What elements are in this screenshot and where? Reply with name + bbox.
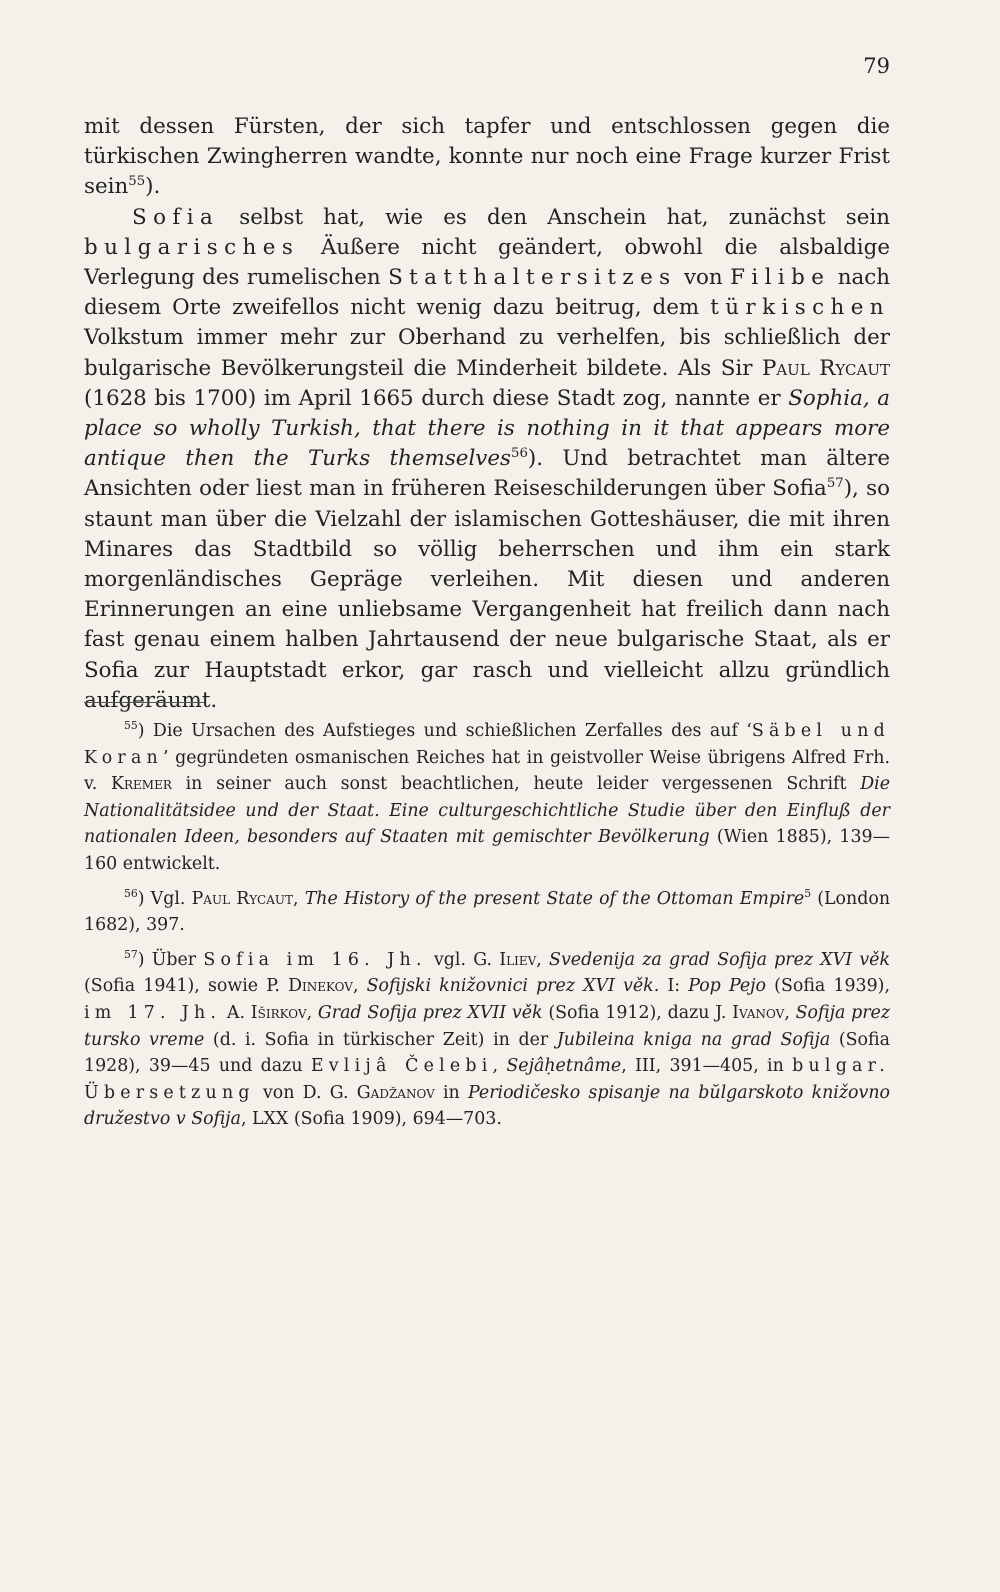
footnotes bbox=[84, 718, 890, 1141]
text-run: I: bbox=[659, 976, 689, 997]
text-run: (Sofia 1941), sowie P. bbox=[84, 976, 289, 997]
title-italic: Jubileina kniga na grad Sofija bbox=[556, 1029, 831, 1050]
text-run: vgl. G. bbox=[426, 949, 500, 970]
spaced-text: im 17. Jh. bbox=[84, 1002, 222, 1023]
text-run: in seiner auch sonst beachtlichen, heute leider vergessenen Schrift bbox=[171, 774, 861, 795]
text-run: , bbox=[306, 1002, 318, 1023]
footnote-ref-56[interactable]: 56 bbox=[511, 446, 528, 462]
spaced-text: türkischen bbox=[710, 295, 890, 321]
text-run: Volkstum immer mehr zur Oberhand zu verhelfen, bis schließlich der bulgarische Bevölkerungsteil die Minderheit bildete. Als Sir bbox=[84, 325, 890, 381]
title-italic: Grad Sofija prez XVII věk bbox=[317, 1002, 543, 1023]
text-run: mit dessen Fürsten, der sich tapfer und entschlossen gegen die türkischen Zwingherren wandte, konnte nur noch eine Frage kurzer Frist sein bbox=[84, 114, 890, 200]
text-run: von D. G. bbox=[254, 1082, 357, 1103]
title-italic: Sofijski knižovnici prez XVI věk. bbox=[366, 976, 660, 997]
spaced-text: bulgar. Übersetzung bbox=[84, 1056, 891, 1103]
text-run: nach diesem Orte zweifellos nicht wenig dazu beitrug, dem bbox=[84, 265, 890, 321]
text-run: von bbox=[676, 265, 731, 291]
footnote-56 bbox=[84, 886, 890, 939]
author-name: Iširkov bbox=[250, 1002, 307, 1023]
text-run: , bbox=[536, 949, 550, 970]
text-run: ’ gegründeten osmanischen Reiches hat in geistvoller Weise übrigens Alfred Frh. v. bbox=[84, 747, 890, 795]
text-run: Äußere nicht geändert, obwohl die alsbaldige Verlegung des rumelischen bbox=[84, 234, 890, 291]
text-run: (Sofia 1928), 39—45 und dazu bbox=[84, 1029, 890, 1077]
edition-superscript: 5 bbox=[804, 886, 812, 900]
text-run: , III, 391—405, in bbox=[621, 1056, 793, 1077]
author-name: Dinekov bbox=[288, 976, 353, 997]
paragraph-2 bbox=[84, 203, 890, 716]
text-run: ), so staunt man über die Vielzahl der islamischen Gotteshäuser, die mit ihren Minares das Stadtbild so völlig beherrschen und ihm ein stark morgenländisches Gepräge verleihen. Mit diesen und anderen Erinnerungen an eine unliebsame Vergangenheit hat freilich dann nach fast genau einem halben Jahrtausend der neue bulgarische Staat, als er Sofia zur Hauptstadt erkor, gar rasch und vielleicht allzu gründlich aufgeräumt. bbox=[84, 476, 890, 713]
paragraph-1 bbox=[84, 112, 890, 203]
spaced-text: Sofia bbox=[132, 204, 220, 230]
author-name: Paul Rycaut bbox=[191, 888, 293, 909]
author-name: Gadžanov bbox=[356, 1082, 435, 1103]
spaced-text: bulgarisches bbox=[84, 234, 300, 260]
spaced-text: Statthaltersitzes bbox=[388, 265, 677, 291]
text-run: , bbox=[492, 1056, 507, 1077]
text-run: ). Und betrachtet man ältere Ansichten oder liest man in früheren Reiseschilderungen über Sofia bbox=[84, 446, 890, 502]
footnote-number: 56 bbox=[124, 886, 138, 900]
text-run: (Sofia 1912), dazu J. bbox=[542, 1002, 733, 1023]
title-italic: The History of the present State of the Ottoman Empire bbox=[304, 888, 805, 909]
text-run: selbst hat, wie es den Anschein hat, zunächst sein bbox=[219, 204, 890, 230]
text-run: (London 1682), 397. bbox=[84, 888, 891, 936]
footnote-ref-57[interactable]: 57 bbox=[826, 476, 844, 492]
body-text bbox=[84, 112, 890, 716]
text-run: (d. i. Sofia in türkischer Zeit) in der bbox=[204, 1029, 557, 1050]
text-run: , bbox=[352, 976, 367, 997]
text-run: (Wien 1885), 139—160 entwickelt. bbox=[84, 827, 890, 874]
text-run: (Sofia 1939), bbox=[766, 976, 890, 997]
text-run: in bbox=[434, 1082, 468, 1103]
text-run: (1628 bis 1700) im April 1665 durch diese Stadt zog, nannte er bbox=[84, 385, 789, 411]
author-name: Kremer bbox=[111, 774, 172, 795]
author-name: Iliev bbox=[499, 949, 537, 970]
footnote-55 bbox=[84, 718, 890, 878]
text-run: ) Die Ursachen des Aufstieges und schießlichen Zerfalles des auf ‘ bbox=[137, 721, 752, 741]
author-name: Ivanov bbox=[732, 1002, 785, 1023]
footnote-number: 55 bbox=[124, 719, 138, 733]
title-italic: Die Nationalitätsidee und der Staat. Eine culturgeschichtliche Studie über den Einfluß der nationalen Ideen, besonders auf Staaten mit gemischter Bevölkerung bbox=[84, 774, 890, 848]
spaced-text: Säbel und Koran bbox=[84, 721, 890, 768]
text-run: , LXX (Sofia 1909), 694—703. bbox=[240, 1109, 502, 1130]
title-italic: Sofija prez tursko vreme bbox=[84, 1002, 891, 1050]
text-run: ). bbox=[145, 174, 161, 200]
title-italic: Svedenija za grad Sofija prez XVI věk bbox=[549, 949, 890, 970]
quote: Sophia, a place so wholly Turkish, that there is nothing in it that appears more antique then the Turks themselves bbox=[84, 385, 890, 472]
text-run: ) Über bbox=[137, 949, 204, 970]
footnote-ref-55[interactable]: 55 bbox=[128, 174, 146, 190]
author-name: Paul Rycaut bbox=[761, 355, 890, 381]
footnote-rule bbox=[84, 702, 204, 703]
spaced-text: Evlijâ Čelebi bbox=[310, 1056, 493, 1077]
spaced-text: Sofia im 16. Jh. bbox=[203, 949, 427, 970]
text-run: A. bbox=[221, 1002, 251, 1023]
text-run: , bbox=[784, 1002, 796, 1023]
footnote-57 bbox=[84, 947, 890, 1133]
text-run: , bbox=[292, 888, 305, 909]
text-run: ) Vgl. bbox=[137, 888, 192, 909]
spaced-text: Filibe bbox=[730, 265, 831, 291]
title-italic: Sejâḥetnâme bbox=[506, 1056, 622, 1077]
footnote-number: 57 bbox=[124, 947, 138, 961]
page-number: 79 bbox=[863, 54, 890, 78]
title-italic: Periodičesko spisanje na bŭlgarskoto knižovno družestvo v Sofija bbox=[84, 1082, 890, 1130]
title-italic: Pop Pejo bbox=[688, 976, 767, 997]
